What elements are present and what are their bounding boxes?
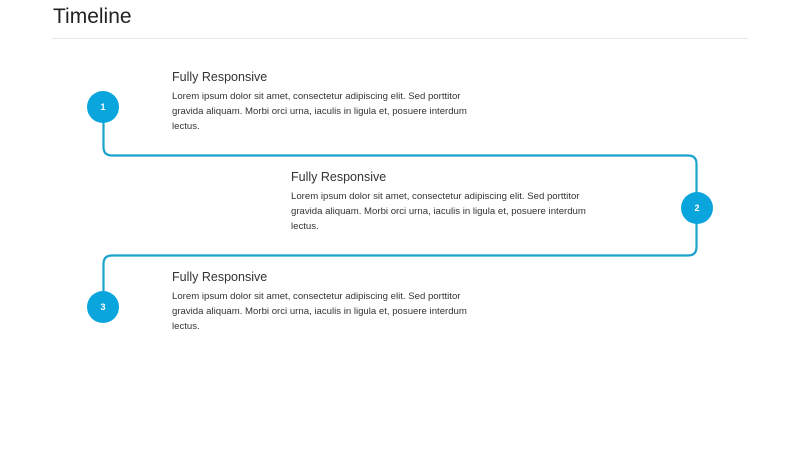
timeline-node-2: 2 [681, 192, 713, 224]
timeline-item-title: Fully Responsive [291, 170, 387, 184]
timeline-item-1 [172, 70, 492, 134]
timeline-item-title: Fully Responsive [172, 70, 268, 84]
timeline-item-title: Fully Responsive [172, 270, 268, 284]
timeline-item-text: Lorem ipsum dolor sit amet, consectetur adipiscing elit. Sed porttitor gravida aliquam. Morbi orci urna, iaculis in ligula et, posuere interdum lectus. [291, 191, 586, 232]
page-title: Timeline [53, 5, 132, 28]
timeline-item-text: Lorem ipsum dolor sit amet, consectetur adipiscing elit. Sed porttitor gravida aliquam. Morbi orci urna, iaculis in ligula et, posuere interdum lectus. [172, 91, 467, 132]
timeline-node-3: 3 [87, 291, 119, 323]
timeline-node-1: 1 [87, 91, 119, 123]
timeline-item-3 [172, 270, 492, 334]
timeline-item-text: Lorem ipsum dolor sit amet, consectetur adipiscing elit. Sed porttitor gravida aliquam. Morbi orci urna, iaculis in ligula et, posuere interdum lectus. [172, 291, 467, 332]
timeline-item-2 [291, 170, 611, 234]
